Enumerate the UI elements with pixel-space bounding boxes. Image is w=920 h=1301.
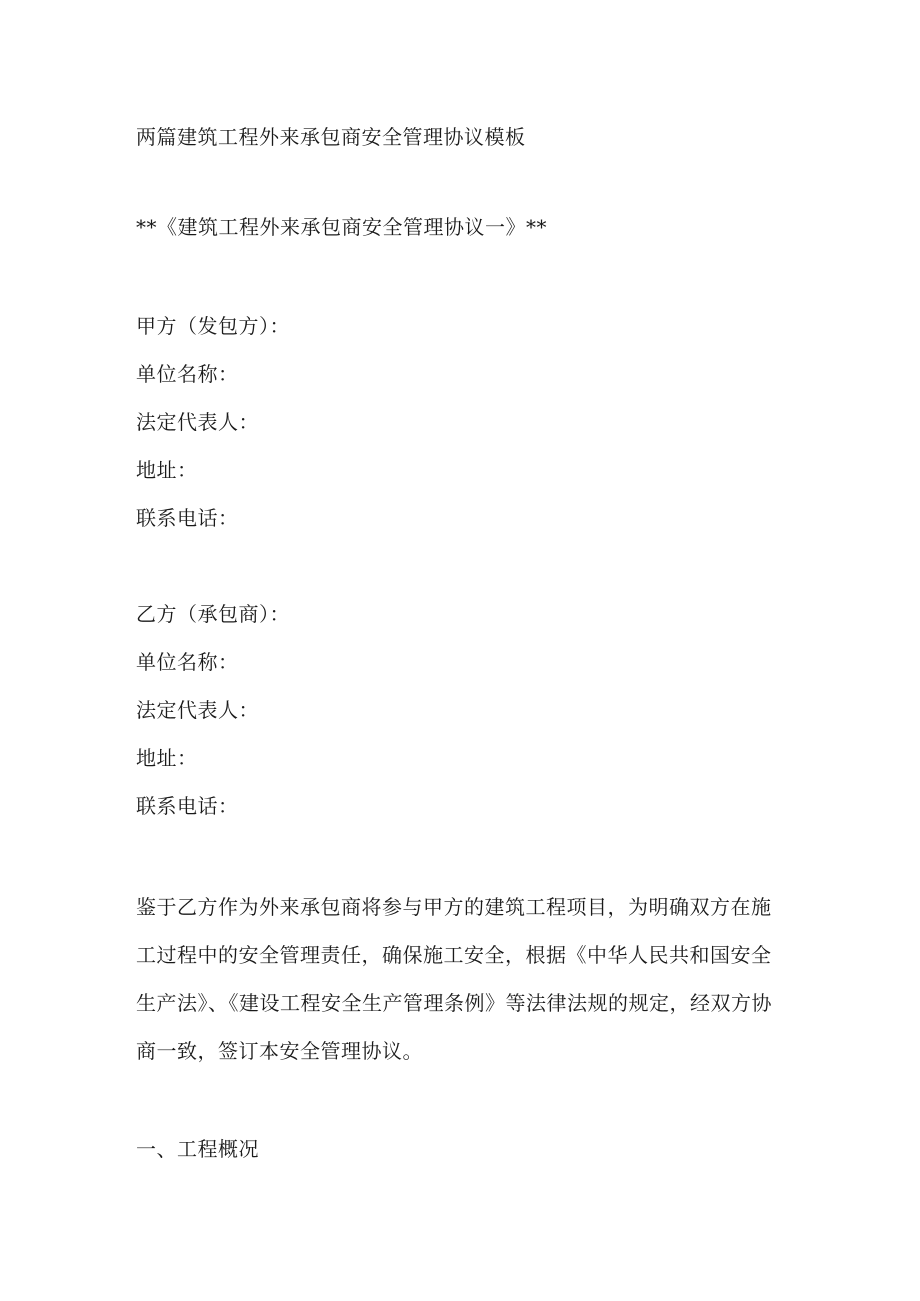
party-a-phone-label: 联系电话：: [136, 506, 239, 530]
party-b-address-label: 地址：: [136, 746, 198, 770]
party-a-heading: 甲方（发包方）：: [136, 314, 290, 338]
party-b-phone-label: 联系电话：: [136, 794, 239, 818]
party-b-unit-name-label: 单位名称：: [136, 650, 239, 674]
agreement-subtitle: **《建筑工程外来承包商安全管理协议一》**: [136, 215, 547, 239]
party-b-legal-rep-label: 法定代表人：: [136, 698, 259, 722]
document-title: 两篇建筑工程外来承包商安全管理协议模板: [136, 125, 526, 149]
party-a-unit-name-label: 单位名称：: [136, 362, 239, 386]
section-heading: 一、工程概况: [136, 1137, 259, 1161]
party-a-address-label: 地址：: [136, 458, 198, 482]
preamble-paragraph: 鉴于乙方作为外来承包商将参与甲方的建筑工程项目，为明确双方在施工过程中的安全管理责任，确保施工安全，根据《中华人民共和国安全生产法》、《建设工程安全生产管理条例》等法律法规的规定，经双方协商一致，签订本安全管理协议。: [136, 895, 772, 1063]
party-b-heading: 乙方（承包商）：: [136, 602, 290, 626]
party-a-legal-rep-label: 法定代表人：: [136, 410, 259, 434]
